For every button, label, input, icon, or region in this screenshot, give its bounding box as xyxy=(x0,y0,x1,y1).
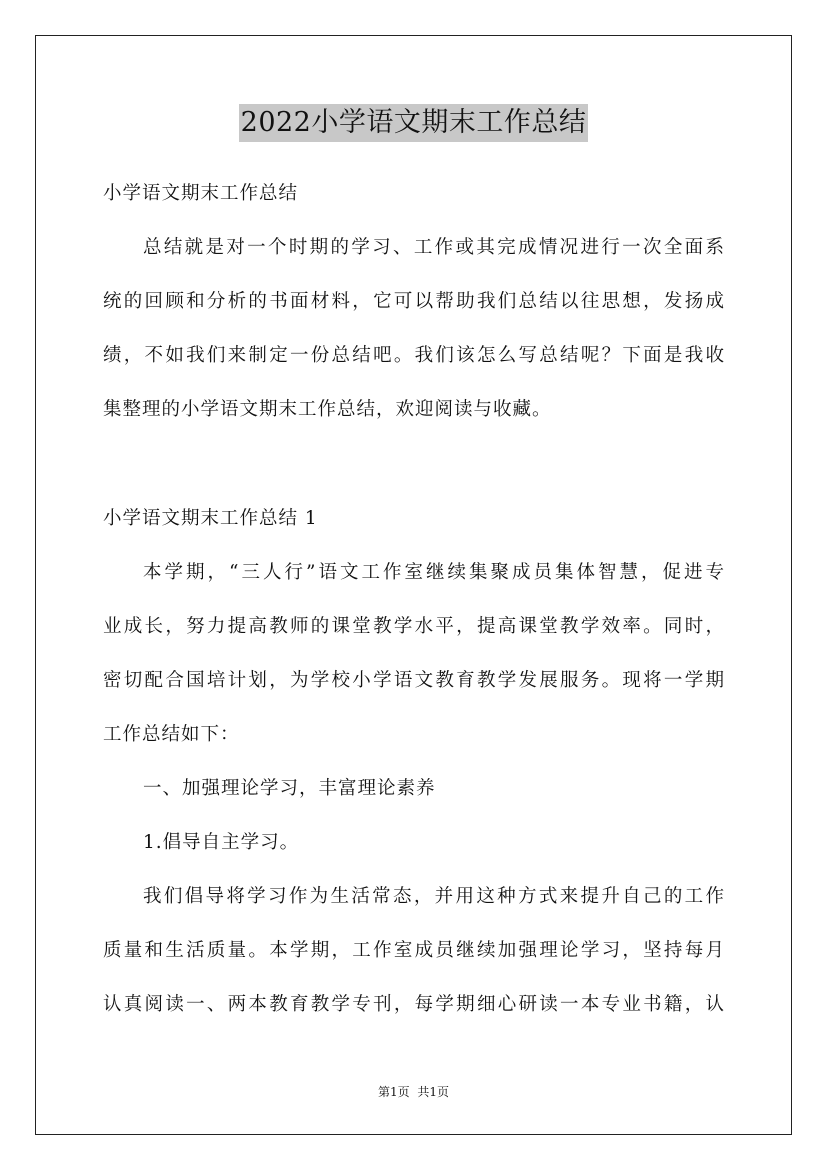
intro-line: 总结就是对一个时期的学习、工作或其完成情况进行一次全面系 xyxy=(143,237,725,258)
document-title: 2022小学语文期末工作总结 xyxy=(239,104,589,142)
section-line: 工作总结如下： xyxy=(103,724,240,745)
item-heading: 1.倡导自主学习。 xyxy=(143,832,300,853)
part-heading: 一、加强理论学习，丰富理论素养 xyxy=(143,778,436,799)
section-heading: 小学语文期末工作总结 1 xyxy=(103,508,318,529)
intro-heading: 小学语文期末工作总结 xyxy=(103,183,299,204)
section-line: 密切配合国培计划，为学校小学语文教育教学发展服务。现将一学期 xyxy=(103,670,725,691)
intro-line: 统的回顾和分析的书面材料，它可以帮助我们总结以往思想，发扬成 xyxy=(103,291,725,312)
page-number-total: 共1页 xyxy=(417,1085,450,1099)
item-line: 认真阅读一、两本教育教学专刊，每学期细心研读一本专业书籍，认 xyxy=(103,994,725,1015)
item-line: 我们倡导将学习作为生活常态，并用这种方式来提升自己的工作 xyxy=(143,886,725,907)
page-footer xyxy=(0,1084,827,1100)
intro-line: 集整理的小学语文期末工作总结，欢迎阅读与收藏。 xyxy=(103,399,552,420)
section-line: 业成长，努力提高教师的课堂教学水平，提高课堂教学效率。同时， xyxy=(103,616,725,637)
title-container xyxy=(0,104,827,142)
page-number-current: 第1页 xyxy=(377,1085,410,1099)
section-line: 本学期，“三人行”语文工作室继续集聚成员集体智慧，促进专 xyxy=(143,562,725,583)
intro-line: 绩，不如我们来制定一份总结吧。我们该怎么写总结呢？下面是我收 xyxy=(103,345,725,366)
item-line: 质量和生活质量。本学期，工作室成员继续加强理论学习，坚持每月 xyxy=(103,940,725,961)
